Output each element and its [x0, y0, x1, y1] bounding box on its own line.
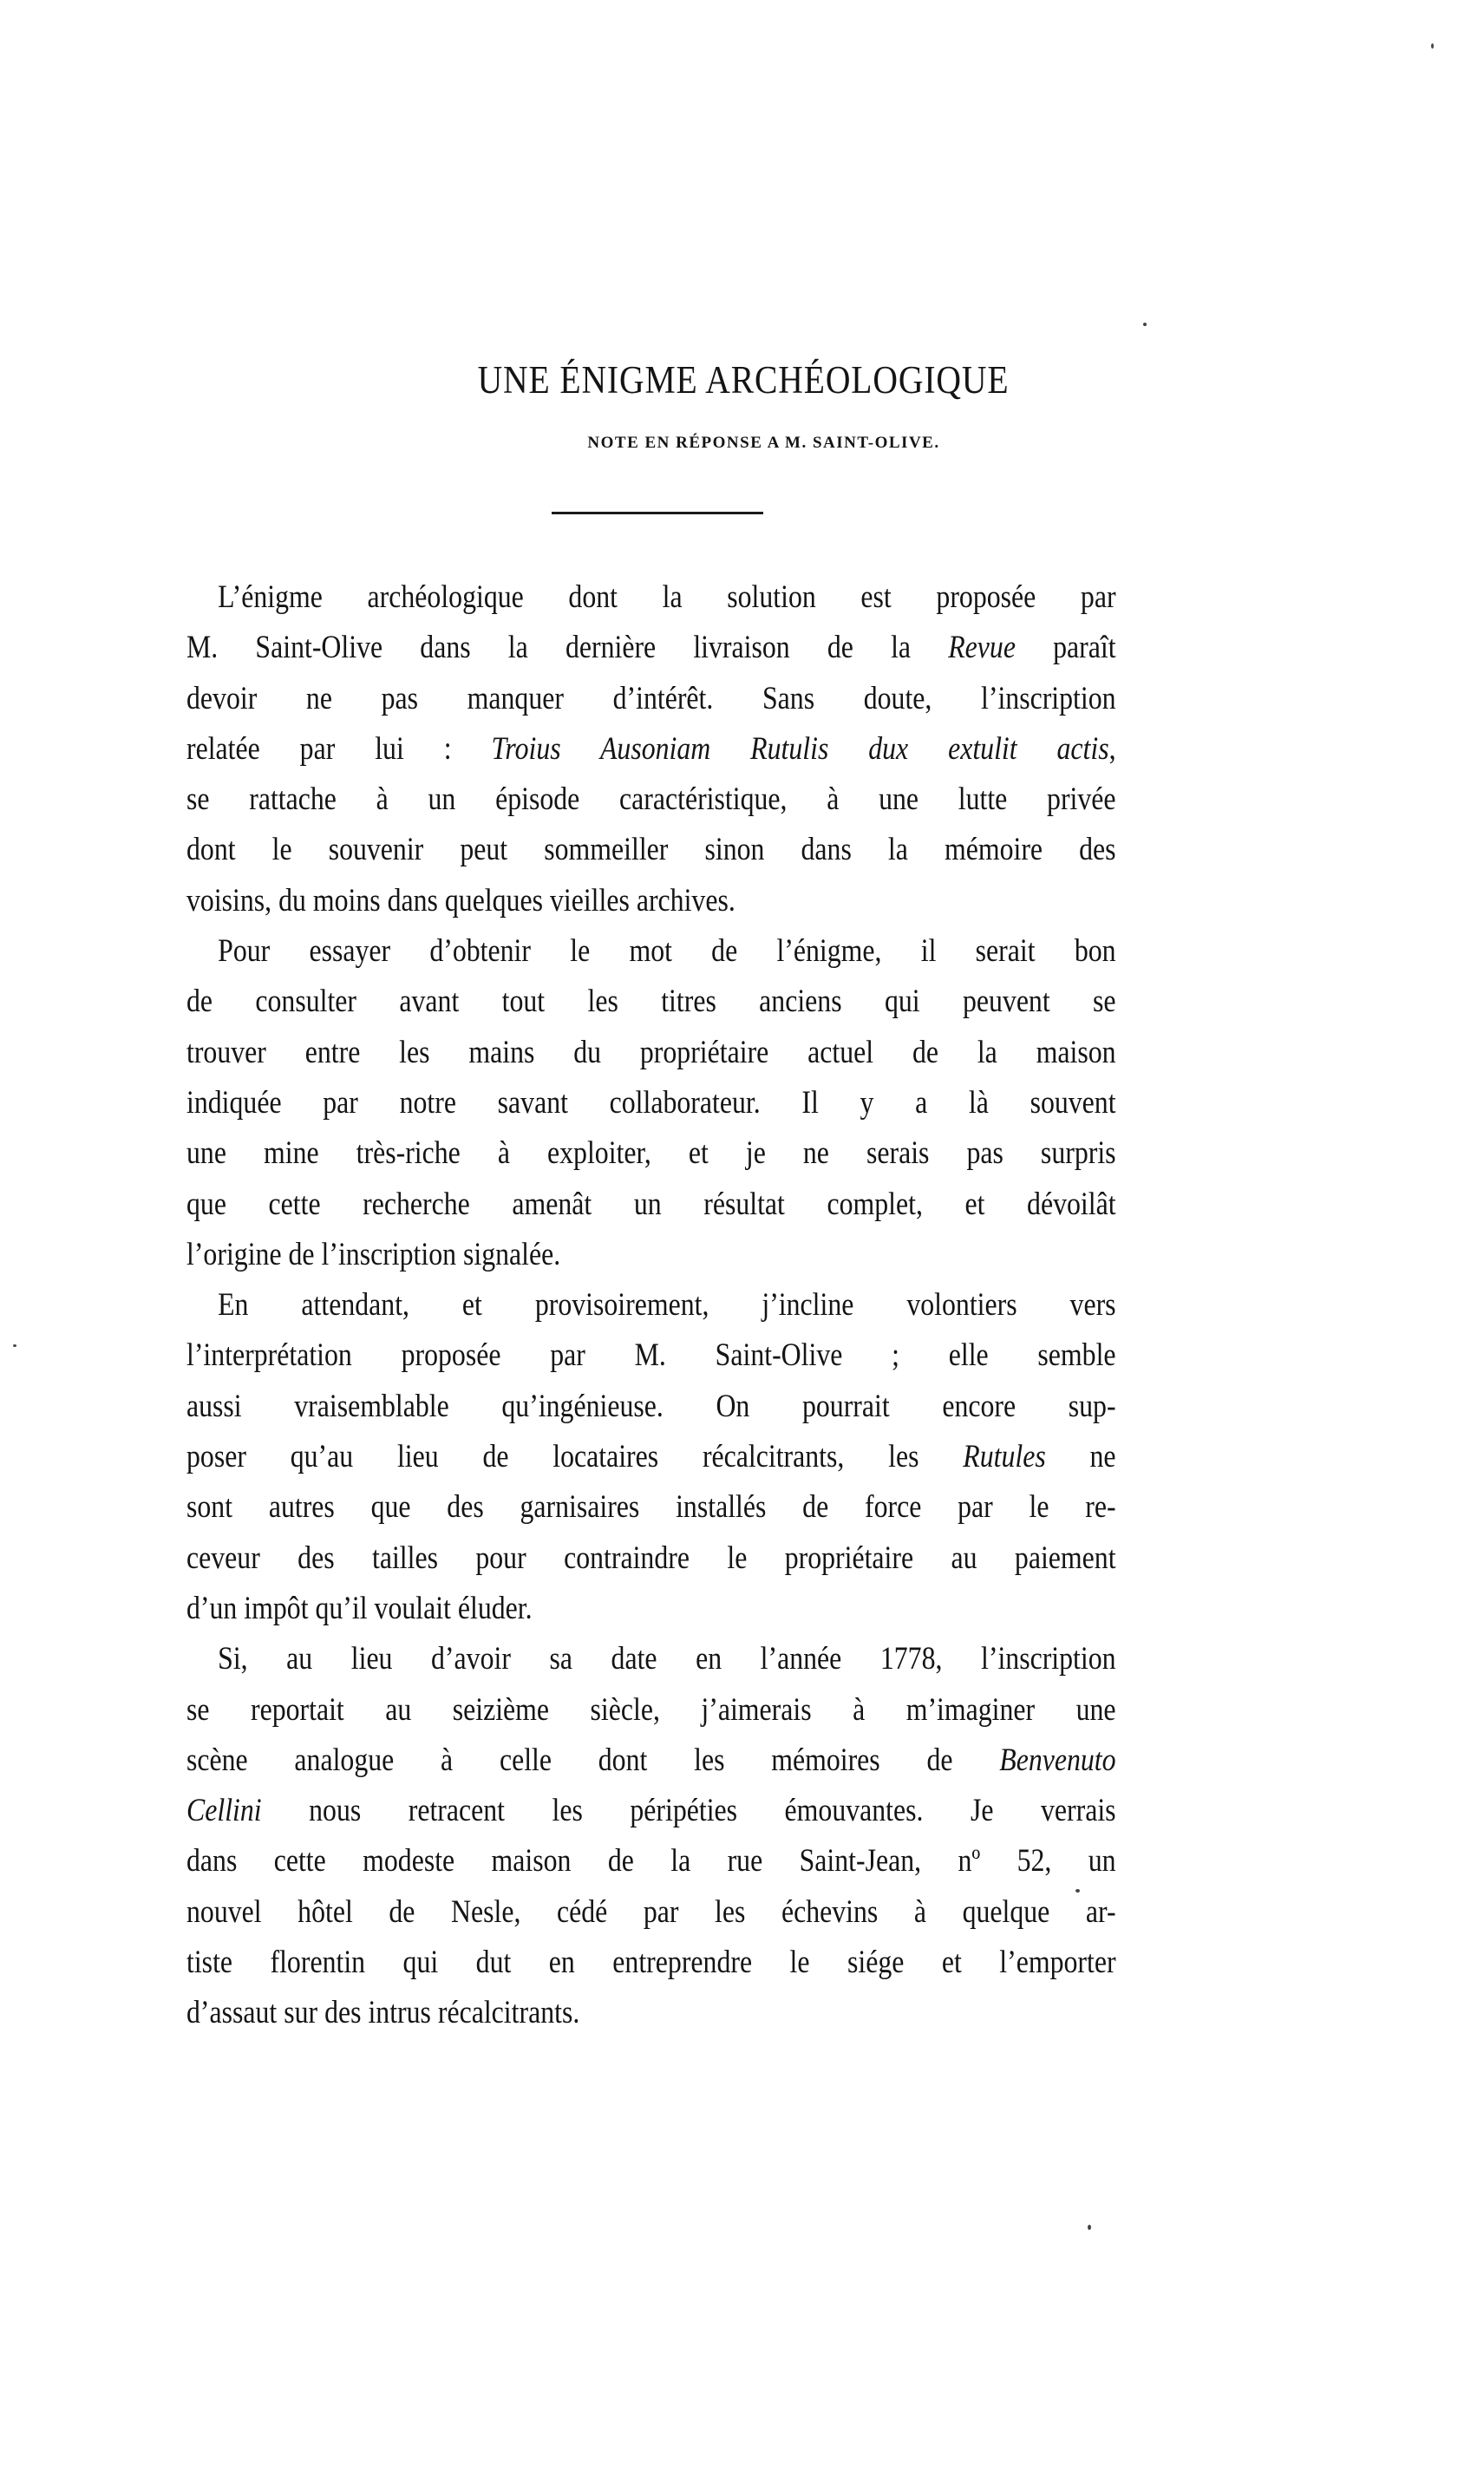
text-line: tiste florentin qui dut en entreprendre le siége et l’emporter [186, 1945, 1116, 1981]
text-line: que cette recherche amenât un résultat complet, et dévoilât [186, 1186, 1116, 1222]
scan-speck [13, 1344, 16, 1347]
text-line: se reportait au seizième siècle, j’aimerais à m’imaginer une [186, 1691, 1116, 1728]
text-line: aussi vraisemblable qu’ingénieuse. On pourrait encore sup- [186, 1388, 1116, 1424]
text-line: dans cette modeste maison de la rue Saint-Jean, nº 52, un [186, 1843, 1116, 1880]
text-line: l’interprétation proposée par M. Saint-Olive ; elle semble [186, 1337, 1116, 1374]
text-line: En attendant, et provisoirement, j’incline volontiers vers [218, 1287, 1116, 1324]
italic-text: Revue [948, 630, 1016, 666]
title-divider-rule [552, 512, 763, 514]
italic-text: Troius Ausoniam Rutulis dux extulit actis [491, 730, 1109, 767]
text-line: une mine très-riche à exploiter, et je ne serais pas surpris [186, 1135, 1116, 1172]
scan-speck [1143, 323, 1147, 326]
text-line: voisins, du moins dans quelques vieilles archives. [186, 882, 735, 919]
scan-speck [1088, 2225, 1091, 2230]
text-line: Cellini nous retracent les péripéties émouvantes. Je verrais [186, 1793, 1116, 1829]
text-line: dont le souvenir peut sommeiller sinon dans la mémoire des [186, 832, 1116, 868]
text-line: trouver entre les mains du propriétaire actuel de la maison [186, 1034, 1116, 1070]
scan-speck [1431, 43, 1434, 49]
paragraph [186, 572, 1116, 926]
text-line: scène analogue à celle dont les mémoires de Benvenuto [186, 1742, 1116, 1778]
italic-text: Benvenuto [999, 1742, 1116, 1778]
text-line: L’énigme archéologique dont la solution est proposée par [218, 579, 1116, 615]
text-line: de consulter avant tout les titres anciens qui peuvent se [186, 984, 1116, 1020]
article-subtitle: NOTE EN RÉPONSE A M. SAINT-OLIVE. [587, 434, 940, 452]
text-line: sont autres que des garnisaires installés de force par le re- [186, 1489, 1116, 1526]
italic-text: Cellini [186, 1793, 262, 1829]
italic-text: Rutules [963, 1439, 1046, 1475]
text-line: ceveur des tailles pour contraindre le propriétaire au paiement [186, 1540, 1116, 1576]
paragraph [186, 926, 1116, 1280]
text-line: se rattache à un épisode caractéristique, à une lutte privée [186, 781, 1116, 818]
article-title: UNE ÉNIGME ARCHÉOLOGIQUE [477, 358, 1010, 402]
scan-speck [1075, 1889, 1080, 1893]
text-line: M. Saint-Olive dans la dernière livraison de la Revue paraît [186, 630, 1116, 666]
text-line: nouvel hôtel de Nesle, cédé par les échevins à quelque ar- [186, 1893, 1116, 1930]
article-body [186, 572, 1116, 2039]
text-line: d’assaut sur des intrus récalcitrants. [186, 1995, 580, 2031]
text-line: relatée par lui : Troius Ausoniam Rutulis dux extulit actis, [186, 730, 1116, 767]
paragraph [186, 1634, 1116, 2038]
text-line: d’un impôt qu’il voulait éluder. [186, 1590, 533, 1626]
paragraph [186, 1280, 1116, 1634]
text-line: devoir ne pas manquer d’intérêt. Sans doute, l’inscription [186, 680, 1116, 716]
text-line: indiquée par notre savant collaborateur. Il y a là souvent [186, 1084, 1116, 1121]
text-line: Pour essayer d’obtenir le mot de l’énigme, il serait bon [218, 933, 1116, 970]
text-line: l’origine de l’inscription signalée. [186, 1236, 561, 1272]
text-line: Si, au lieu d’avoir sa date en l’année 1778, l’inscription [218, 1641, 1116, 1677]
text-line: poser qu’au lieu de locataires récalcitrants, les Rutules ne [186, 1439, 1116, 1475]
